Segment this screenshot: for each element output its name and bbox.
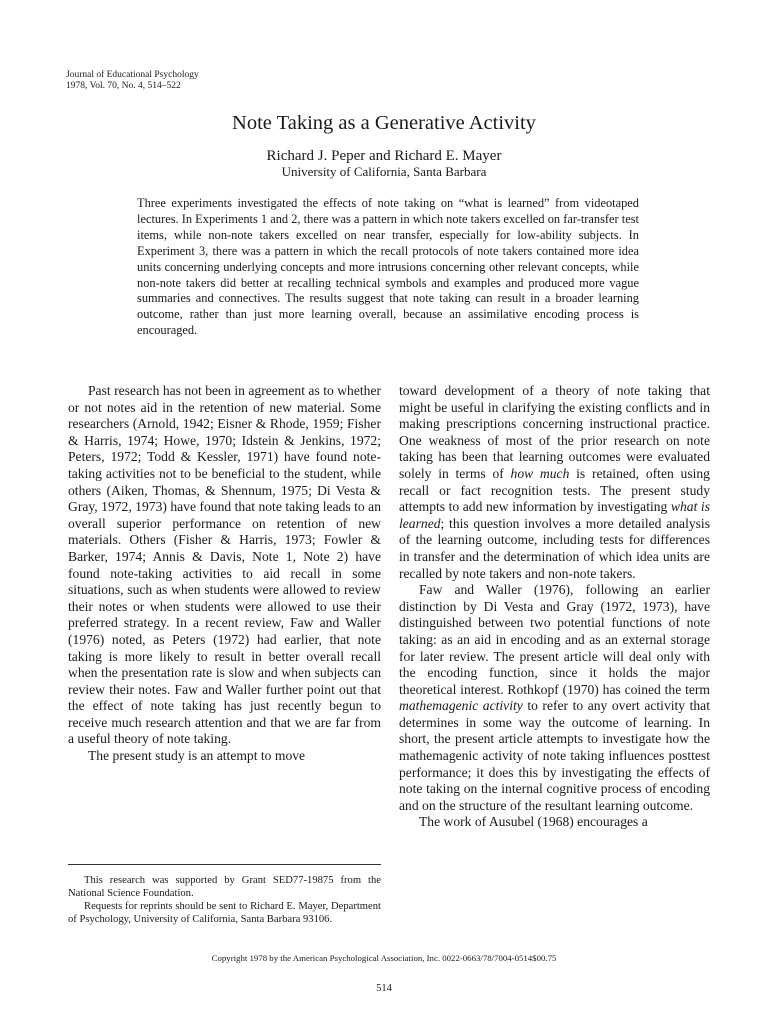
paragraph: Past research has not been in agreement as to whether or not notes aid in the retention of new material. Some researchers (Arnold, 1942; Eisner & Rhode, 1959; Fisher & Harris, 1974; Howe, 1970; Idstein & Jenkins, 1972; Peters, 1972; Todd & Kessler, 1971) have found note-taking activities not to be beneficial to the student, while others (Aiken, Thomas, & Shennum, 1975; Di Vesta & Gray, 1972, 1973) have found that note taking leads to an overall superior performance on retention of new materials. Others (Fisher & Harris, 1973; Fowler & Barker, 1974; Annis & Davis, Note 1, Note 2) have found note-taking activities to aid recall in some situations, such as when students were allowed to review their notes or when students were allowed to use their preferred strategy. In a recent review, Faw and Waller (1976) noted, as Peters (1972) had earlier, that note taking is more likely to result in better overall recall when the presentation rate is slow and when subjects can review their notes. Faw and Waller further point out that the effect of note taking has just recently begun to receive much research attention and that we are far from a useful theory of note taking. <box>68 383 381 747</box>
body-column-left <box>68 383 381 765</box>
emphasis: what is learned <box>399 499 710 531</box>
paragraph <box>399 383 710 582</box>
journal-volume: 1978, Vol. 70, No. 4, 514–522 <box>66 81 181 91</box>
emphasis: how much <box>510 465 570 481</box>
text-run: toward development of a theory of note taking that might be useful in clarifying the existing conflicts and in making prescriptions concerning instructional practice. One weakness of most of the prior research on note taking has been that learning outcomes were evaluated solely in terms of <box>399 383 710 481</box>
body-column-right <box>399 383 710 831</box>
footnotes <box>68 874 381 926</box>
article-authors: Richard J. Peper and Richard E. Mayer <box>266 148 502 164</box>
paragraph <box>399 582 710 814</box>
copyright-notice: Copyright 1978 by the American Psychological Association, Inc. 0022-0663/78/7004-0514$00.75 <box>211 953 557 963</box>
journal-name: Journal of Educational Psychology <box>66 70 199 80</box>
text-run: is retained, often using recall or fact recognition tests. The present study attempts to add new information by investigating <box>399 465 710 515</box>
paragraph: The work of Ausubel (1968) encourages a <box>419 814 648 830</box>
journal-citation <box>66 70 199 92</box>
text-run: Faw and Waller (1976), following an earlier distinction by Di Vesta and Gray (1972, 1973), have distinguished between two potential functions of note taking: as an aid in encoding and as an external storage for later review. The present article will deal only with the encoding function, since it holds the major theoretical interest. Rothkopf (1970) has coined the term <box>399 582 710 697</box>
footnote-reprints: Requests for reprints should be sent to Richard E. Mayer, Department of Psychology, University of California, Santa Barbara 93106. <box>68 901 381 925</box>
footnote-divider <box>68 864 381 865</box>
footnote-funding: This research was supported by Grant SED77-19875 from the National Science Foundation. <box>68 875 381 899</box>
abstract: Three experiments investigated the effects of note taking on “what is learned” from videotaped lectures. In Experiments 1 and 2, there was a pattern in which note takers excelled on far-transfer test items, while non-note takers excelled on near transfer, especially for low-ability subjects. In Experiment 3, there was a pattern in which the recall protocols of note takers contained more idea units concerning underlying concepts and more intrusions concerning other relevant concepts, while non-note takers did better at recalling technical symbols and examples and produced more vague summaries and connectives. The results suggest that note taking can result in a broader learning outcome, rather than just more learning overall, because an assimilative encoding process is encouraged. <box>137 196 639 338</box>
author-affiliation: University of California, Santa Barbara <box>281 164 487 179</box>
page-number: 514 <box>376 983 392 994</box>
text-run: ; this question involves a more detailed analysis of the learning outcome, including tests for differences in transfer and the determination of which idea units are recalled by note takers and non-note takers. <box>399 515 710 581</box>
paragraph: The present study is an attempt to move <box>88 748 306 764</box>
emphasis: mathemagenic activity <box>399 698 523 714</box>
article-title: Note Taking as a Generative Activity <box>232 112 536 134</box>
text-run: to refer to any overt activity that determines in some way the outcome of learning. In short, the present article attempts to investigate how the mathemagenic activity of note taking influences posttest performance; it does this by investigating the effects of note taking on the internal cognitive process of encoding and on the structure of the resultant learning outcome. <box>399 698 710 813</box>
